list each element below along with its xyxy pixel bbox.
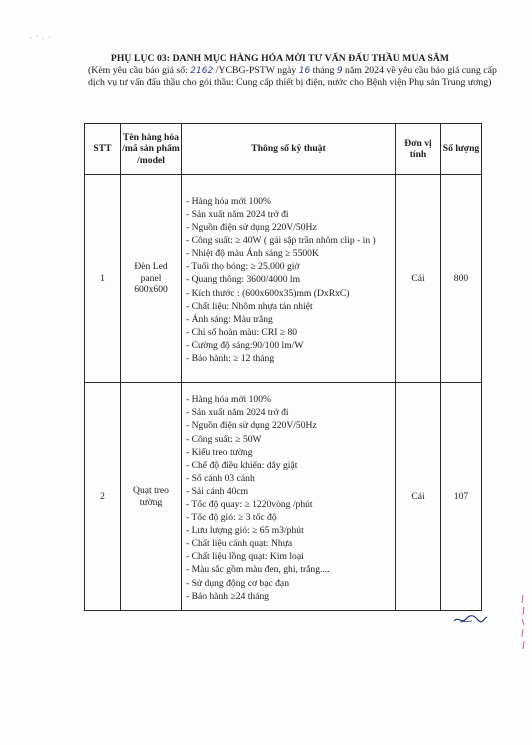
spec-item: - Chỉ số hoàn màu: CRI ≥ 80 xyxy=(186,326,298,338)
spec-list xyxy=(182,188,395,369)
handwritten-month: 9 xyxy=(336,66,343,76)
handwritten-doc-number: 2162 xyxy=(190,66,214,76)
intro-mid-2: tháng xyxy=(310,65,337,76)
row-qty: 800 xyxy=(441,175,482,383)
spec-item: - Lưu lượng gió: ≥ 65 m3/phút xyxy=(186,525,304,537)
spec-item: - Chế độ điều khiển: dây giật xyxy=(186,459,298,471)
table-row xyxy=(85,383,482,611)
spec-item: - Màu sắc gồm màu đen, ghi, trắng.... xyxy=(186,564,330,576)
spec-item: - Công suất: ≥ 50W xyxy=(186,433,262,445)
spec-item: - Tốc độ quay: ≥ 1220vòng /phút xyxy=(186,499,313,510)
spec-list xyxy=(182,386,395,607)
row-unit: Cái xyxy=(396,175,441,383)
row-item-name: Quạt treo tường xyxy=(133,485,169,508)
appendix-intro xyxy=(88,65,498,89)
row-stt: 1 xyxy=(85,175,121,383)
spec-item: - Chất liệu cánh quạt: Nhựa xyxy=(186,538,293,550)
row-specs-cell xyxy=(182,383,396,611)
header-specs: Thông số kỹ thuật xyxy=(182,124,396,175)
handwritten-day: 16 xyxy=(298,66,311,76)
spec-item: - Tuổi thọ bóng: ≥ 25.000 giờ xyxy=(186,261,300,273)
spec-item: - Sải cánh 40cm xyxy=(186,485,249,497)
header-stt: STT xyxy=(85,124,121,175)
row-unit: Cái xyxy=(396,383,441,611)
table-row xyxy=(85,175,482,383)
spec-item: - Bảo hành ≥24 tháng xyxy=(186,590,270,602)
appendix-title: PHỤ LỤC 03: DANH MỤC HÀNG HÓA MỜI TƯ VẤN ĐẤU THẦU MUA SẮM xyxy=(110,53,450,64)
spec-item: - Chất liệu: Nhôm nhựa tản nhiệt xyxy=(186,300,313,312)
spec-item: - Tốc độ gió: ≥ 3 tốc độ xyxy=(186,512,277,524)
spec-item: - Số cánh 03 cánh xyxy=(186,472,255,484)
spec-item: - Bảo hành: ≥ 12 tháng xyxy=(186,353,275,365)
row-item-name: Đèn Led panel 600x600 xyxy=(134,261,168,296)
intro-prefix: (Kèm yêu cầu báo giá số: xyxy=(88,65,191,76)
spec-item: - Chất liệu lồng quạt: Kim loại xyxy=(186,551,304,563)
initial-signature-icon xyxy=(452,612,488,626)
row-stt: 2 xyxy=(85,383,121,611)
header-unit: Đơn vị tính xyxy=(396,124,441,175)
spec-item: - Nhiệt độ màu Ánh sáng ≥ 5500K xyxy=(186,248,319,260)
row-qty: 107 xyxy=(441,383,482,611)
spec-item: - Công suất: ≥ 40W ( gải sập trần nhôm clip - in ) xyxy=(186,235,376,247)
spec-item: - Sản xuất năm 2024 trở đi xyxy=(186,407,289,419)
margin-stamp-icon xyxy=(518,593,528,653)
spec-item: - Sản xuất năm 2024 trở đi xyxy=(186,208,289,220)
spec-item: - Kích thước : (600x600x35)mm (DxRxC) xyxy=(186,287,350,299)
spec-item: - Hàng hóa mới 100% xyxy=(186,195,272,207)
intro-mid-1: /YCBG-PSTW ngày xyxy=(213,65,299,76)
spec-item: - Kiểu treo tường xyxy=(186,446,253,458)
spec-item: - Nguồn điện sử dụng 220V/50Hz xyxy=(186,222,317,234)
intro-suffix: năm 2024 về yêu cầu báo giá cung cấp dịch vụ tư vấn đấu thầu cho gói thầu: Cung cấp thiết bị điện, nước cho Bệnh viện Phụ sản Trung ương) xyxy=(88,65,497,89)
scan-smudge-icon xyxy=(28,33,54,43)
header-qty: Số lượng xyxy=(441,124,482,175)
goods-table xyxy=(84,123,482,611)
spec-item: - Quang thông: 3600/4000 lm xyxy=(186,274,301,286)
spec-item: - Ánh sáng: Màu trắng xyxy=(186,313,273,325)
spec-item: - Sử dụng động cơ bạc đạn xyxy=(186,577,289,589)
row-specs-cell xyxy=(182,175,396,383)
spec-item: - Nguồn điện sử dụng 220V/50Hz xyxy=(186,420,317,432)
header-name: Tên hàng hóa /mã sản phẩm /model xyxy=(121,124,182,175)
spec-item: - Cường độ sáng:90/100 lm/W xyxy=(186,339,304,351)
table-header-row xyxy=(85,124,482,175)
spec-item: - Hàng hóa mới 100% xyxy=(186,394,272,406)
